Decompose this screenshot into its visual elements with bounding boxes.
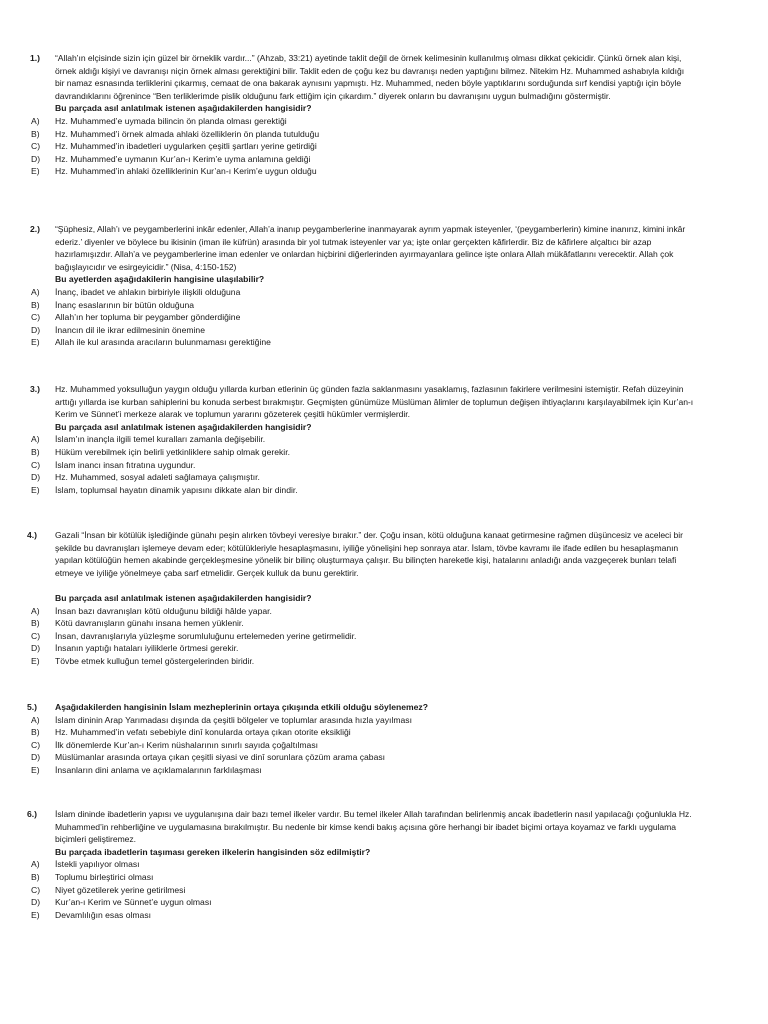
option-text: Hüküm verebilmek için belirli yetkinliklere sahip olmak gerekir. — [55, 446, 290, 457]
option-text: İslam inancı insan fıtratına uygundur. — [55, 459, 196, 470]
blank-line — [55, 579, 695, 592]
option-letter: E) — [31, 764, 40, 775]
option-letter: B) — [31, 446, 40, 457]
option-letter: C) — [31, 630, 41, 641]
option-text: Hz. Muhammed’e uymanın Kur’an-ı Kerim’e uyma anlamına geldiği — [55, 153, 311, 164]
option-letter: C) — [31, 312, 41, 323]
option-text: İstekli yapılıyor olması — [55, 859, 140, 870]
question-prompt: Bu parçada ibadetlerin taşıması gereken ilkelerin hangisinden söz edilmiştir? — [55, 846, 371, 857]
question-stem: Hz. Muhammed yoksulluğun yaygın olduğu yıllarda kurban etlerinin üç günden fazla saklanmasını yasaklamış, fazlasının fakirlere verilmesini istemiştir. Refah düzeyinin arttığı yıllarda ise kurban sahiplerini bu konuda serbest bırakmıştır. Geçmişten günümüze Müslüman âlimler de toplumun değişen ihtiyaçlarını karşılayabilmek için Kur’an-ı Kerim ve Sünnet’i merkeze alarak ve toplumun yararını gözeterek çeşitli hükümler vermişlerdir. — [55, 384, 694, 420]
option-text: Niyet gözetilerek yerine getirilmesi — [55, 884, 186, 895]
option-b[interactable] — [31, 617, 695, 630]
option-a[interactable] — [31, 714, 695, 727]
option-a[interactable] — [31, 858, 695, 871]
question-stem: İslam dininde ibadetlerin yapısı ve uygulanışına dair bazı temel ilkeler vardır. Bu temel ilkeler Allah tarafından belirlenmiş ancak ibadetlerin nasıl yapılacağı çoğunlukla Hz. Muhammed’in rehberliğine ve uygulamasına bırakılmıştır. Bu nedenle bir kimse kendi bakış açısına göre herhangi bir ibadet biçimi ortaya koyamaz ve farklı uygulama biçimleri geliştiremez. — [55, 809, 692, 845]
option-d[interactable] — [31, 751, 695, 764]
question-body — [31, 808, 695, 921]
question-body — [31, 701, 695, 777]
option-c[interactable] — [31, 884, 695, 897]
option-text: Hz. Muhammed’in vefatı sebebiyle dinî konularda ortaya çıkan otorite eksikliği — [55, 727, 351, 738]
option-letter: E) — [31, 166, 40, 177]
option-text: Hz. Muhammed’in ibadetleri uygularken çeşitli şartları yerine getirdiği — [55, 141, 317, 152]
option-letter: D) — [31, 897, 41, 908]
option-text: Allah’ın her topluma bir peygamber gönderdiğine — [55, 312, 241, 323]
question-prompt: Bu parçada asıl anlatılmak istenen aşağıdakilerden hangisidir? — [55, 103, 312, 114]
option-letter: A) — [31, 859, 40, 870]
option-text: İnanç, ibadet ve ahlakın birbiriyle ilişkili olduğuna — [55, 286, 241, 297]
option-c[interactable] — [31, 739, 695, 752]
option-b[interactable] — [31, 726, 695, 739]
option-text: Allah ile kul arasında aracıların bulunmaması gerektiğine — [55, 337, 271, 348]
option-text: Hz. Muhammed, sosyal adaleti sağlamaya çalışmıştır. — [55, 472, 260, 483]
option-b[interactable] — [31, 871, 695, 884]
question-prompt: Bu ayetlerden aşağıdakilerin hangisine ulaşılabilir? — [55, 274, 265, 285]
option-d[interactable] — [31, 471, 695, 484]
option-e[interactable] — [31, 655, 695, 668]
question-prompt: Aşağıdakilerden hangisinin İslam mezheplerinin ortaya çıkışında etkili olduğu söylenemez? — [55, 702, 428, 712]
option-letter: E) — [31, 337, 40, 348]
option-letter: C) — [31, 459, 41, 470]
option-a[interactable] — [31, 433, 695, 446]
option-letter: C) — [31, 739, 41, 750]
question-body — [31, 529, 695, 668]
question-prompt: Bu parçada asıl anlatılmak istenen aşağıdakilerden hangisidir? — [55, 592, 312, 603]
option-d[interactable] — [31, 642, 695, 655]
answer-options — [31, 115, 695, 178]
option-letter: E) — [31, 484, 40, 495]
question-number: 5.) — [27, 702, 38, 712]
option-text: Toplumu birleştirici olması — [55, 871, 154, 882]
option-text: İnsanların dini anlama ve açıklamalarının farklılaşması — [55, 764, 262, 775]
option-letter: E) — [31, 655, 40, 666]
option-letter: B) — [31, 871, 40, 882]
option-text: İnsan, davranışlarıyla yüzleşme sorumluluğunu ertelemeden yerine getirmelidir. — [55, 630, 357, 641]
answer-options — [31, 433, 695, 496]
option-letter: D) — [31, 643, 41, 654]
option-e[interactable] — [31, 909, 695, 922]
question-body — [31, 223, 695, 349]
option-c[interactable] — [31, 630, 695, 643]
option-letter: A) — [31, 434, 40, 445]
option-text: Devamlılığın esas olması — [55, 909, 151, 920]
option-text: Müslümanlar arasında ortaya çıkan çeşitli siyasi ve dinî sorunlara çözüm arama çabası — [55, 752, 386, 763]
option-e[interactable] — [31, 165, 695, 178]
option-text: Hz. Muhammed’in ahlaki özelliklerinin Kur’an-ı Kerim’e uygun olduğu — [55, 166, 317, 177]
option-text: Hz. Muhammed’i örnek almada ahlaki özelliklerin ön planda tutulduğu — [55, 128, 320, 139]
option-letter: E) — [31, 909, 40, 920]
option-text: İnsanın yaptığı hataları iyiliklerle örtmesi gerekir. — [55, 643, 239, 654]
option-a[interactable] — [31, 605, 695, 618]
question-stem: “Allah’ın elçisinde sizin için güzel bir örneklik vardır...” (Ahzab, 33:21) ayetinde taklit değil de örnek kelimesinin kullanılmış olması dikkat çekicidir. Çünkü örnek alan kişi, örnek aldığı kişiyi ve davranışı niçin örnek alması gerektiğini bilir. Taklit eden de çoğu kez bu davranışı neden yaptığını bilmez. Nitekim Hz. Muhammed ashabıyla kıldığı bir namaz esnasında terliklerini çıkarmış, cemaat de ona bakarak aynısını yapmıştı. Hz. Muhammed, neden böyle yaptıklarını sorduğunda sırf kendisi yaptığı için böyle davrandıklarını öğrenince “Ben terliklerimde pislik olduğunu fark ettiğim için çıkardım.” diyerek onların bu davranışını uygun bulmadığını göstermiştir. — [55, 53, 685, 101]
option-text: Kötü davranışların günahı insana hemen yüklenir. — [55, 618, 244, 629]
option-text: İnsan bazı davranışları kötü olduğunu bildiği hâlde yapar. — [55, 605, 272, 616]
option-text: Tövbe etmek kulluğun temel göstergelerinden biridir. — [55, 655, 255, 666]
option-text: İlk dönemlerde Kur’an-ı Kerim nüshalarının sınırlı sayıda çoğaltılması — [55, 739, 319, 750]
option-c[interactable] — [31, 459, 695, 472]
option-letter: B) — [31, 727, 40, 738]
option-letter: B) — [31, 618, 40, 629]
option-text: İslam, toplumsal hayatın dinamik yapısını dikkate alan bir dindir. — [55, 484, 298, 495]
option-b[interactable] — [31, 128, 695, 141]
option-d[interactable] — [31, 324, 695, 337]
option-letter: A) — [31, 115, 40, 126]
option-a[interactable] — [31, 115, 695, 128]
option-letter: C) — [31, 884, 41, 895]
option-letter: A) — [31, 605, 40, 616]
option-letter: D) — [31, 324, 41, 335]
option-letter: D) — [31, 472, 41, 483]
answer-options — [31, 858, 695, 921]
option-b[interactable] — [31, 299, 695, 312]
question-number: 4.) — [27, 530, 38, 540]
option-c[interactable] — [31, 311, 695, 324]
option-text: İslam’ın inançla ilgili temel kuralları zamanla değişebilir. — [55, 434, 266, 445]
option-letter: D) — [31, 153, 41, 164]
question-number: 2.) — [30, 224, 41, 234]
answer-options — [31, 714, 695, 777]
option-letter: A) — [31, 714, 40, 725]
option-e[interactable] — [31, 336, 695, 349]
option-text: Hz. Muhammed’e uymada bilincin ön planda olması gerektiği — [55, 115, 287, 126]
option-letter: B) — [31, 128, 40, 139]
answer-options — [31, 286, 695, 349]
option-text: Kur’an-ı Kerim ve Sünnet’e uygun olması — [55, 897, 212, 908]
option-letter: C) — [31, 141, 41, 152]
option-e[interactable] — [31, 764, 695, 777]
question-stem: Gazali “İnsan bir kötülük işlediğinde günahı peşin alırken tövbeyi veresiye bırakır.” der. Çoğu insan, kötü olduğuna kanaat getirmesine rağmen düşüncesiz ve aceleci bir şekilde bu davranışları işlemeye devam eder; kötülükleriyle hesaplaşmasını, iyiliğe yönelişini hep sonraya atar. İslam, tövbe kavramı ile ifade edilen bu hesaplaşmanın yapılan kötülüğün hemen akabinde gerçekleşmesine yönelik bir bilinç oluşturmaya çalışır. Bu bilinçten hareketle kişi, hatalarını anladığı anda vazgeçerek bunları telafi etmeye ve iyiliğe yönelmeye çaba sarf etmelidir. Gerçek kulluk da bunu gerektirir. — [55, 530, 683, 578]
question-number: 3.) — [30, 384, 41, 394]
option-letter: A) — [31, 286, 40, 297]
option-b[interactable] — [31, 446, 695, 459]
option-e[interactable] — [31, 484, 695, 497]
option-text: İslam dininin Arap Yarımadası dışında da çeşitli bölgeler ve toplumlar arasında hızla yayılması — [55, 714, 412, 725]
option-d[interactable] — [31, 153, 695, 166]
question-body — [31, 383, 695, 496]
question-number: 1.) — [30, 53, 41, 63]
option-text: İnanç esaslarının bir bütün olduğuna — [55, 299, 195, 310]
option-letter: B) — [31, 299, 40, 310]
answer-options — [31, 605, 695, 668]
question-prompt: Bu parçada asıl anlatılmak istenen aşağıdakilerden hangisidir? — [55, 421, 312, 432]
question-number: 6.) — [27, 809, 38, 819]
option-text: İnancın dil ile ikrar edilmesinin önemine — [55, 324, 205, 335]
question-stem: “Şüphesiz, Allah’ı ve peygamberlerini inkâr edenler, Allah’a inanıp peygamberlerine inanmayarak ayrım yapmak isteyenler, ‘(peygamberlerin) kimine inanırız, kimini inkâr ederiz.’ diyenler ve böylece bu ikisinin (iman ile küfrün) arasında bir yol tutmak isteyenler var ya; işte onlar gerçekten kâfirlerdir. Biz de kâfirlere alçaltıcı bir azap hazırlamışızdır. Allah’a ve peygamberlerine iman edenler ve onlardan hiçbirini diğerlerinden ayırmayanlara gelince işte onlara Allah mükâfatlarını verecektir. Allah çok bağışlayıcıdır ve esirgeyicidir.” (Nisa, 4:150-152) — [55, 224, 686, 272]
question-body — [31, 52, 695, 178]
option-d[interactable] — [31, 896, 695, 909]
option-letter: D) — [31, 752, 41, 763]
option-c[interactable] — [31, 140, 695, 153]
option-a[interactable] — [31, 286, 695, 299]
